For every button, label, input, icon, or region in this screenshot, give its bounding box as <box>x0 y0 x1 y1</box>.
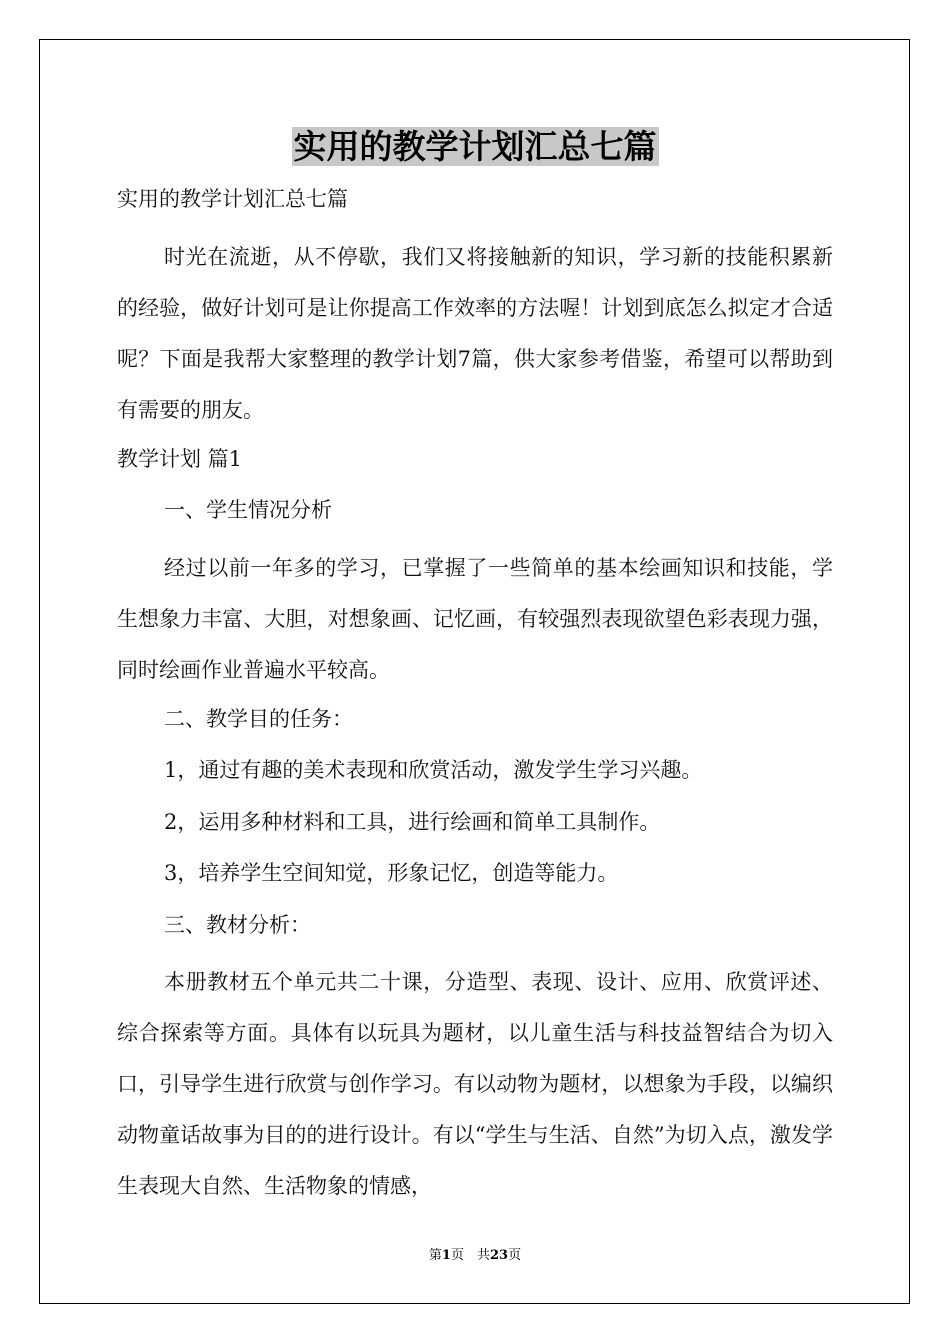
goal-item-2: 2，运用多种材料和工具，进行绘画和简单工具制作。 <box>164 809 661 834</box>
page-number: 1 <box>441 1248 451 1263</box>
document-title <box>0 124 950 170</box>
heading-student-analysis: 一、学生情况分析 <box>164 498 332 522</box>
total-pages: 23 <box>489 1248 509 1263</box>
document-title-text: 实用的教学计划汇总七篇 <box>293 127 657 166</box>
goal-item-1: 1，通过有趣的美术表现和欣赏活动，激发学生学习兴趣。 <box>164 758 703 782</box>
heading-textbook-analysis: 三、教材分析： <box>164 912 311 937</box>
goal-item-3: 3，培养学生空间知觉，形象记忆，创造等能力。 <box>164 861 619 885</box>
student-analysis-paragraph: 经过以前一年多的学习，已掌握了一些简单的基本绘画知识和技能，学生想象力丰富、大胆，对想象画、记忆画，有较强烈表现欲望色彩表现力强，同时绘画作业普遍水平较高。 <box>117 555 833 682</box>
heading-teaching-goals: 二、教学目的任务： <box>164 706 353 731</box>
document-body <box>117 180 833 1212</box>
intro-paragraph: 时光在流逝，从不停歇，我们又将接触新的知识，学习新的技能积累新的经验，做好计划可是让你提高工作效率的方法喔！计划到底怎么拟定才合适呢？下面是我帮大家整理的教学计划7篇，供大家参考借鉴，希望可以帮助到有需要的朋友。 <box>117 244 833 422</box>
page-footer: 第1页 共23页 <box>428 1248 522 1263</box>
textbook-analysis-paragraph: 本册教材五个单元共二十课，分造型、表现、设计、应用、欣赏评述、综合探索等方面。具体有以玩具为题材，以儿童生活与科技益智结合为切入口，引导学生进行欣赏与创作学习。有以动物为题材，以想象为手段，以编织动物童话故事为目的的进行设计。有以“学生与生活、自然”为切入点，激发学生表现大自然、生活物象的情感， <box>117 970 833 1198</box>
section-heading: 教学计划 篇1 <box>117 446 243 471</box>
subtitle: 实用的教学计划汇总七篇 <box>117 187 348 211</box>
